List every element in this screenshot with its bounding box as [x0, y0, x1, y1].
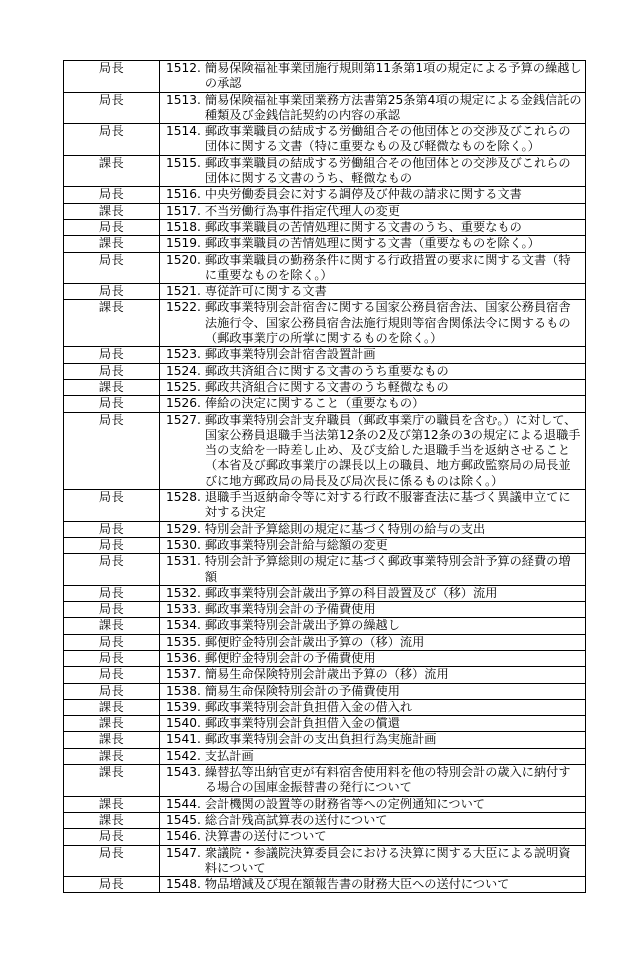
item-content — [166, 396, 582, 411]
approver-cell: 局長 — [64, 877, 160, 893]
approver-cell: 課長 — [64, 379, 160, 395]
approver-cell: 局長 — [64, 187, 160, 203]
approval-authority-table — [63, 60, 586, 893]
item-cell — [160, 634, 586, 650]
item-number: 1533. — [166, 602, 201, 617]
item-text: 郵政事業特別会計歳出予算の繰越し — [204, 618, 400, 633]
item-text: 衆議院・参議院決算委員会における決算に関する大臣による説明資料について — [204, 845, 571, 875]
table-row — [64, 683, 586, 699]
item-cell — [160, 124, 586, 156]
item-content — [166, 538, 582, 553]
item-number: 1536. — [166, 650, 201, 665]
item-cell — [160, 554, 586, 586]
table-row — [64, 812, 586, 828]
item-content — [166, 765, 582, 796]
approver-cell: 課長 — [64, 155, 160, 187]
item-cell — [160, 92, 586, 124]
table-row — [64, 187, 586, 203]
item-text: 郵政事業特別会計歳出予算の科目設置及び（移）流用 — [204, 585, 498, 600]
item-cell — [160, 219, 586, 235]
item-number: 1546. — [166, 829, 201, 844]
approver-cell: 局長 — [64, 683, 160, 699]
item-text: 簡易保険福祉事業団業務方法書第25条第4項の規定による金銭信託の種類及び金銭信託契約の内容の承認 — [204, 92, 582, 122]
item-text: 郵政事業特別会計宿舎設置計画 — [204, 347, 376, 362]
table-row — [64, 554, 586, 586]
item-text: 簡易生命保険特別会計歳出予算の（移）流用 — [204, 667, 449, 682]
item-text: 支払計画 — [204, 748, 254, 763]
table-row — [64, 732, 586, 748]
item-number: 1545. — [166, 812, 201, 827]
item-text: 退職手当返納命令等に対する行政不服審査法に基づく異議申立てに対する決定 — [204, 490, 571, 520]
item-cell — [160, 845, 586, 877]
approver-cell: 局長 — [64, 634, 160, 650]
item-cell — [160, 396, 586, 412]
item-text: 郵政事業職員の苦情処理に関する文書のうち、重要なもの — [204, 219, 522, 234]
item-cell — [160, 236, 586, 252]
item-content — [166, 635, 582, 650]
item-number: 1544. — [166, 796, 201, 811]
item-content — [166, 380, 582, 395]
item-cell — [160, 829, 586, 845]
item-content — [166, 93, 582, 124]
approver-cell: 局長 — [64, 124, 160, 156]
item-content — [166, 667, 582, 682]
item-text: 郵政事業特別会計の支出負担行為実施計画 — [204, 732, 437, 747]
item-text: 総合計残高試算表の送付について — [204, 812, 388, 827]
item-content — [166, 204, 582, 219]
item-number: 1528. — [166, 490, 201, 505]
item-cell — [160, 716, 586, 732]
item-text: 郵政事業特別会計宿舎に関する国家公務員宿舎法、国家公務員宿舎法施行令、国家公務員宿舎法施行規則等宿舎関係法令に関するもの（郵政事業庁の所掌に関するものを除く。） — [204, 300, 571, 346]
item-content — [166, 813, 582, 828]
item-number: 1512. — [166, 61, 201, 75]
item-content — [166, 413, 582, 489]
item-cell — [160, 732, 586, 748]
item-number: 1524. — [166, 363, 201, 378]
item-text: 特別会計予算総則の規定に基づく郵政事業特別会計予算の経費の増額 — [204, 554, 571, 584]
item-content — [166, 846, 582, 877]
item-number: 1538. — [166, 683, 201, 698]
table-row — [64, 203, 586, 219]
item-content — [166, 586, 582, 601]
approver-cell: 局長 — [64, 252, 160, 284]
item-content — [166, 700, 582, 715]
table-row — [64, 236, 586, 252]
item-cell — [160, 537, 586, 553]
table-row — [64, 650, 586, 666]
table-row — [64, 634, 586, 650]
approver-cell: 局長 — [64, 650, 160, 666]
item-text: 簡易保険福祉事業団施行規則第11条第1項の規定による予算の繰越しの承認 — [204, 61, 582, 91]
table-row — [64, 845, 586, 877]
item-content — [166, 618, 582, 633]
approver-cell: 局長 — [64, 347, 160, 363]
item-cell — [160, 521, 586, 537]
item-number: 1527. — [166, 412, 201, 427]
item-cell — [160, 412, 586, 489]
item-number: 1532. — [166, 585, 201, 600]
item-text: 郵政事業特別会計支弁職員（郵政事業庁の職員を含む。）に対して、国家公務員退職手当法第12条の2及び第12条の3の規定による退職手当の支給を一時差し止め、及び支給した退職手当を返納させること（本省及び郵政事業庁の課長以上の職員、地方郵政監察局の局長並びに地方郵政局の局長及び局次長に係るものは除く。） — [204, 412, 581, 488]
item-text: 郵政共済組合に関する文書のうち重要なもの — [204, 363, 449, 378]
table-row — [64, 699, 586, 715]
table-row — [64, 284, 586, 300]
item-content — [166, 236, 582, 251]
approver-cell: 局長 — [64, 537, 160, 553]
item-text: 俸給の決定に関すること（重要なもの） — [204, 396, 425, 411]
item-content — [166, 253, 582, 284]
table-row — [64, 716, 586, 732]
item-content — [166, 651, 582, 666]
item-content — [166, 522, 582, 537]
item-number: 1539. — [166, 699, 201, 714]
item-number: 1514. — [166, 124, 201, 139]
item-cell — [160, 796, 586, 812]
item-cell — [160, 618, 586, 634]
table-row — [64, 363, 586, 379]
approver-cell: 課長 — [64, 748, 160, 764]
table-row — [64, 521, 586, 537]
item-text: 決算書の送付について — [204, 829, 327, 844]
table-row — [64, 61, 586, 93]
item-content — [166, 61, 582, 92]
item-text: 簡易生命保険特別会計の予備費使用 — [204, 683, 400, 698]
table-body — [64, 61, 586, 893]
approver-cell: 局長 — [64, 219, 160, 235]
table-row — [64, 219, 586, 235]
item-cell — [160, 877, 586, 893]
item-cell — [160, 379, 586, 395]
table-row — [64, 748, 586, 764]
item-cell — [160, 765, 586, 797]
item-content — [166, 716, 582, 731]
item-text: 郵政共済組合に関する文書のうち軽微なもの — [204, 379, 449, 394]
table-row — [64, 602, 586, 618]
table-row — [64, 765, 586, 797]
table-row — [64, 490, 586, 522]
item-number: 1515. — [166, 155, 201, 170]
table-row — [64, 347, 586, 363]
item-number: 1541. — [166, 732, 201, 747]
item-text: 郵政事業職員の苦情処理に関する文書（重要なものを除く。） — [204, 236, 540, 251]
item-cell — [160, 650, 586, 666]
approver-cell: 課長 — [64, 716, 160, 732]
approver-cell: 局長 — [64, 61, 160, 93]
approver-cell: 局長 — [64, 396, 160, 412]
item-text: 郵政事業特別会計負担借入金の借入れ — [204, 699, 413, 714]
approver-cell: 局長 — [64, 845, 160, 877]
item-number: 1542. — [166, 748, 201, 763]
item-text: 不当労働行為事件指定代理人の変更 — [204, 203, 400, 218]
approver-cell: 局長 — [64, 554, 160, 586]
table-row — [64, 379, 586, 395]
item-number: 1537. — [166, 667, 201, 682]
item-text: 郵便貯金特別会計歳出予算の（移）流用 — [204, 634, 425, 649]
item-cell — [160, 187, 586, 203]
item-cell — [160, 699, 586, 715]
item-number: 1526. — [166, 396, 201, 411]
item-number: 1521. — [166, 284, 201, 299]
item-text: 郵政事業職員の結成する労働組合その他団体との交渉及びこれらの団体に関する文書のうち、軽微なもの — [204, 155, 571, 186]
item-number: 1530. — [166, 537, 201, 552]
item-cell — [160, 284, 586, 300]
table-row — [64, 300, 586, 347]
item-cell — [160, 347, 586, 363]
item-text: 専従許可に関する文書 — [204, 284, 327, 299]
item-number: 1531. — [166, 554, 201, 569]
item-content — [166, 347, 582, 362]
item-content — [166, 124, 582, 155]
item-content — [166, 490, 582, 521]
item-number: 1534. — [166, 618, 201, 633]
approval-table-container — [63, 60, 585, 893]
table-row — [64, 396, 586, 412]
item-content — [166, 300, 582, 346]
item-text: 会計機関の設置等の財務省等への定例通知について — [204, 796, 485, 811]
item-number: 1543. — [166, 765, 201, 780]
item-content — [166, 220, 582, 235]
item-content — [166, 554, 582, 585]
table-row — [64, 92, 586, 124]
item-number: 1520. — [166, 252, 201, 267]
item-content — [166, 732, 582, 747]
item-number: 1529. — [166, 521, 201, 536]
approver-cell: 局長 — [64, 92, 160, 124]
item-content — [166, 797, 582, 812]
item-cell — [160, 363, 586, 379]
item-text: 郵政事業職員の結成する労働組合その他団体との交渉及びこれらの団体に関する文書（特に重要なもの及び軽微なものを除く。） — [204, 124, 571, 154]
table-row — [64, 124, 586, 156]
item-cell — [160, 812, 586, 828]
item-content — [166, 187, 582, 202]
item-content — [166, 829, 582, 844]
item-cell — [160, 300, 586, 347]
table-row — [64, 537, 586, 553]
item-content — [166, 284, 582, 299]
approver-cell: 局長 — [64, 412, 160, 489]
item-text: 中央労働委員会に対する調停及び仲裁の請求に関する文書 — [204, 187, 522, 202]
item-cell — [160, 602, 586, 618]
approver-cell: 課長 — [64, 812, 160, 828]
item-content — [166, 602, 582, 617]
table-row — [64, 829, 586, 845]
item-content — [166, 684, 582, 699]
approver-cell: 局長 — [64, 667, 160, 683]
approver-cell: 課長 — [64, 300, 160, 347]
table-row — [64, 667, 586, 683]
item-text: 特別会計予算総則の規定に基づく特別の給与の支出 — [204, 521, 486, 536]
approver-cell: 局長 — [64, 602, 160, 618]
table-row — [64, 585, 586, 601]
approver-cell: 局長 — [64, 284, 160, 300]
item-cell — [160, 683, 586, 699]
approver-cell: 局長 — [64, 585, 160, 601]
approver-cell: 課長 — [64, 732, 160, 748]
item-number: 1548. — [166, 877, 201, 892]
item-content — [166, 364, 582, 379]
approver-cell: 局長 — [64, 363, 160, 379]
item-cell — [160, 748, 586, 764]
item-content — [166, 749, 582, 764]
table-row — [64, 796, 586, 812]
table-row — [64, 252, 586, 284]
item-text: 郵便貯金特別会計の予備費使用 — [204, 650, 376, 665]
approver-cell: 課長 — [64, 618, 160, 634]
table-row — [64, 618, 586, 634]
approver-cell: 局長 — [64, 490, 160, 522]
item-number: 1547. — [166, 845, 201, 860]
item-cell — [160, 667, 586, 683]
table-row — [64, 155, 586, 187]
table-row — [64, 877, 586, 893]
item-number: 1540. — [166, 716, 201, 731]
item-number: 1525. — [166, 379, 201, 394]
item-number: 1522. — [166, 300, 201, 315]
item-text: 郵政事業特別会計の予備費使用 — [204, 602, 376, 617]
item-number: 1516. — [166, 187, 201, 202]
item-cell — [160, 203, 586, 219]
item-cell — [160, 585, 586, 601]
approver-cell: 課長 — [64, 796, 160, 812]
item-text: 物品増減及び現在額報告書の財務大臣への送付について — [204, 877, 510, 892]
item-text: 繰替払等出納官吏が有料宿舎使用料を他の特別会計の歳入に納付する場合の国庫金振替書の発行について — [204, 765, 571, 795]
item-text: 郵政事業職員の勤務条件に関する行政措置の要求に関する文書（特に重要なものを除く。） — [204, 252, 571, 282]
item-number: 1517. — [166, 203, 201, 218]
approver-cell: 局長 — [64, 829, 160, 845]
item-text: 郵政事業特別会計負担借入金の償還 — [204, 716, 400, 731]
item-number: 1535. — [166, 634, 201, 649]
item-cell — [160, 252, 586, 284]
item-number: 1523. — [166, 347, 201, 362]
item-number: 1513. — [166, 92, 201, 107]
approver-cell: 課長 — [64, 699, 160, 715]
item-content — [166, 877, 582, 892]
item-cell — [160, 155, 586, 187]
approver-cell: 課長 — [64, 765, 160, 797]
item-text: 郵政事業特別会計給与総額の変更 — [204, 537, 388, 552]
item-number: 1518. — [166, 219, 201, 234]
item-content — [166, 156, 582, 187]
approver-cell: 課長 — [64, 203, 160, 219]
item-cell — [160, 61, 586, 93]
approver-cell: 局長 — [64, 521, 160, 537]
table-row — [64, 412, 586, 489]
item-cell — [160, 490, 586, 522]
approver-cell: 課長 — [64, 236, 160, 252]
item-number: 1519. — [166, 236, 201, 251]
